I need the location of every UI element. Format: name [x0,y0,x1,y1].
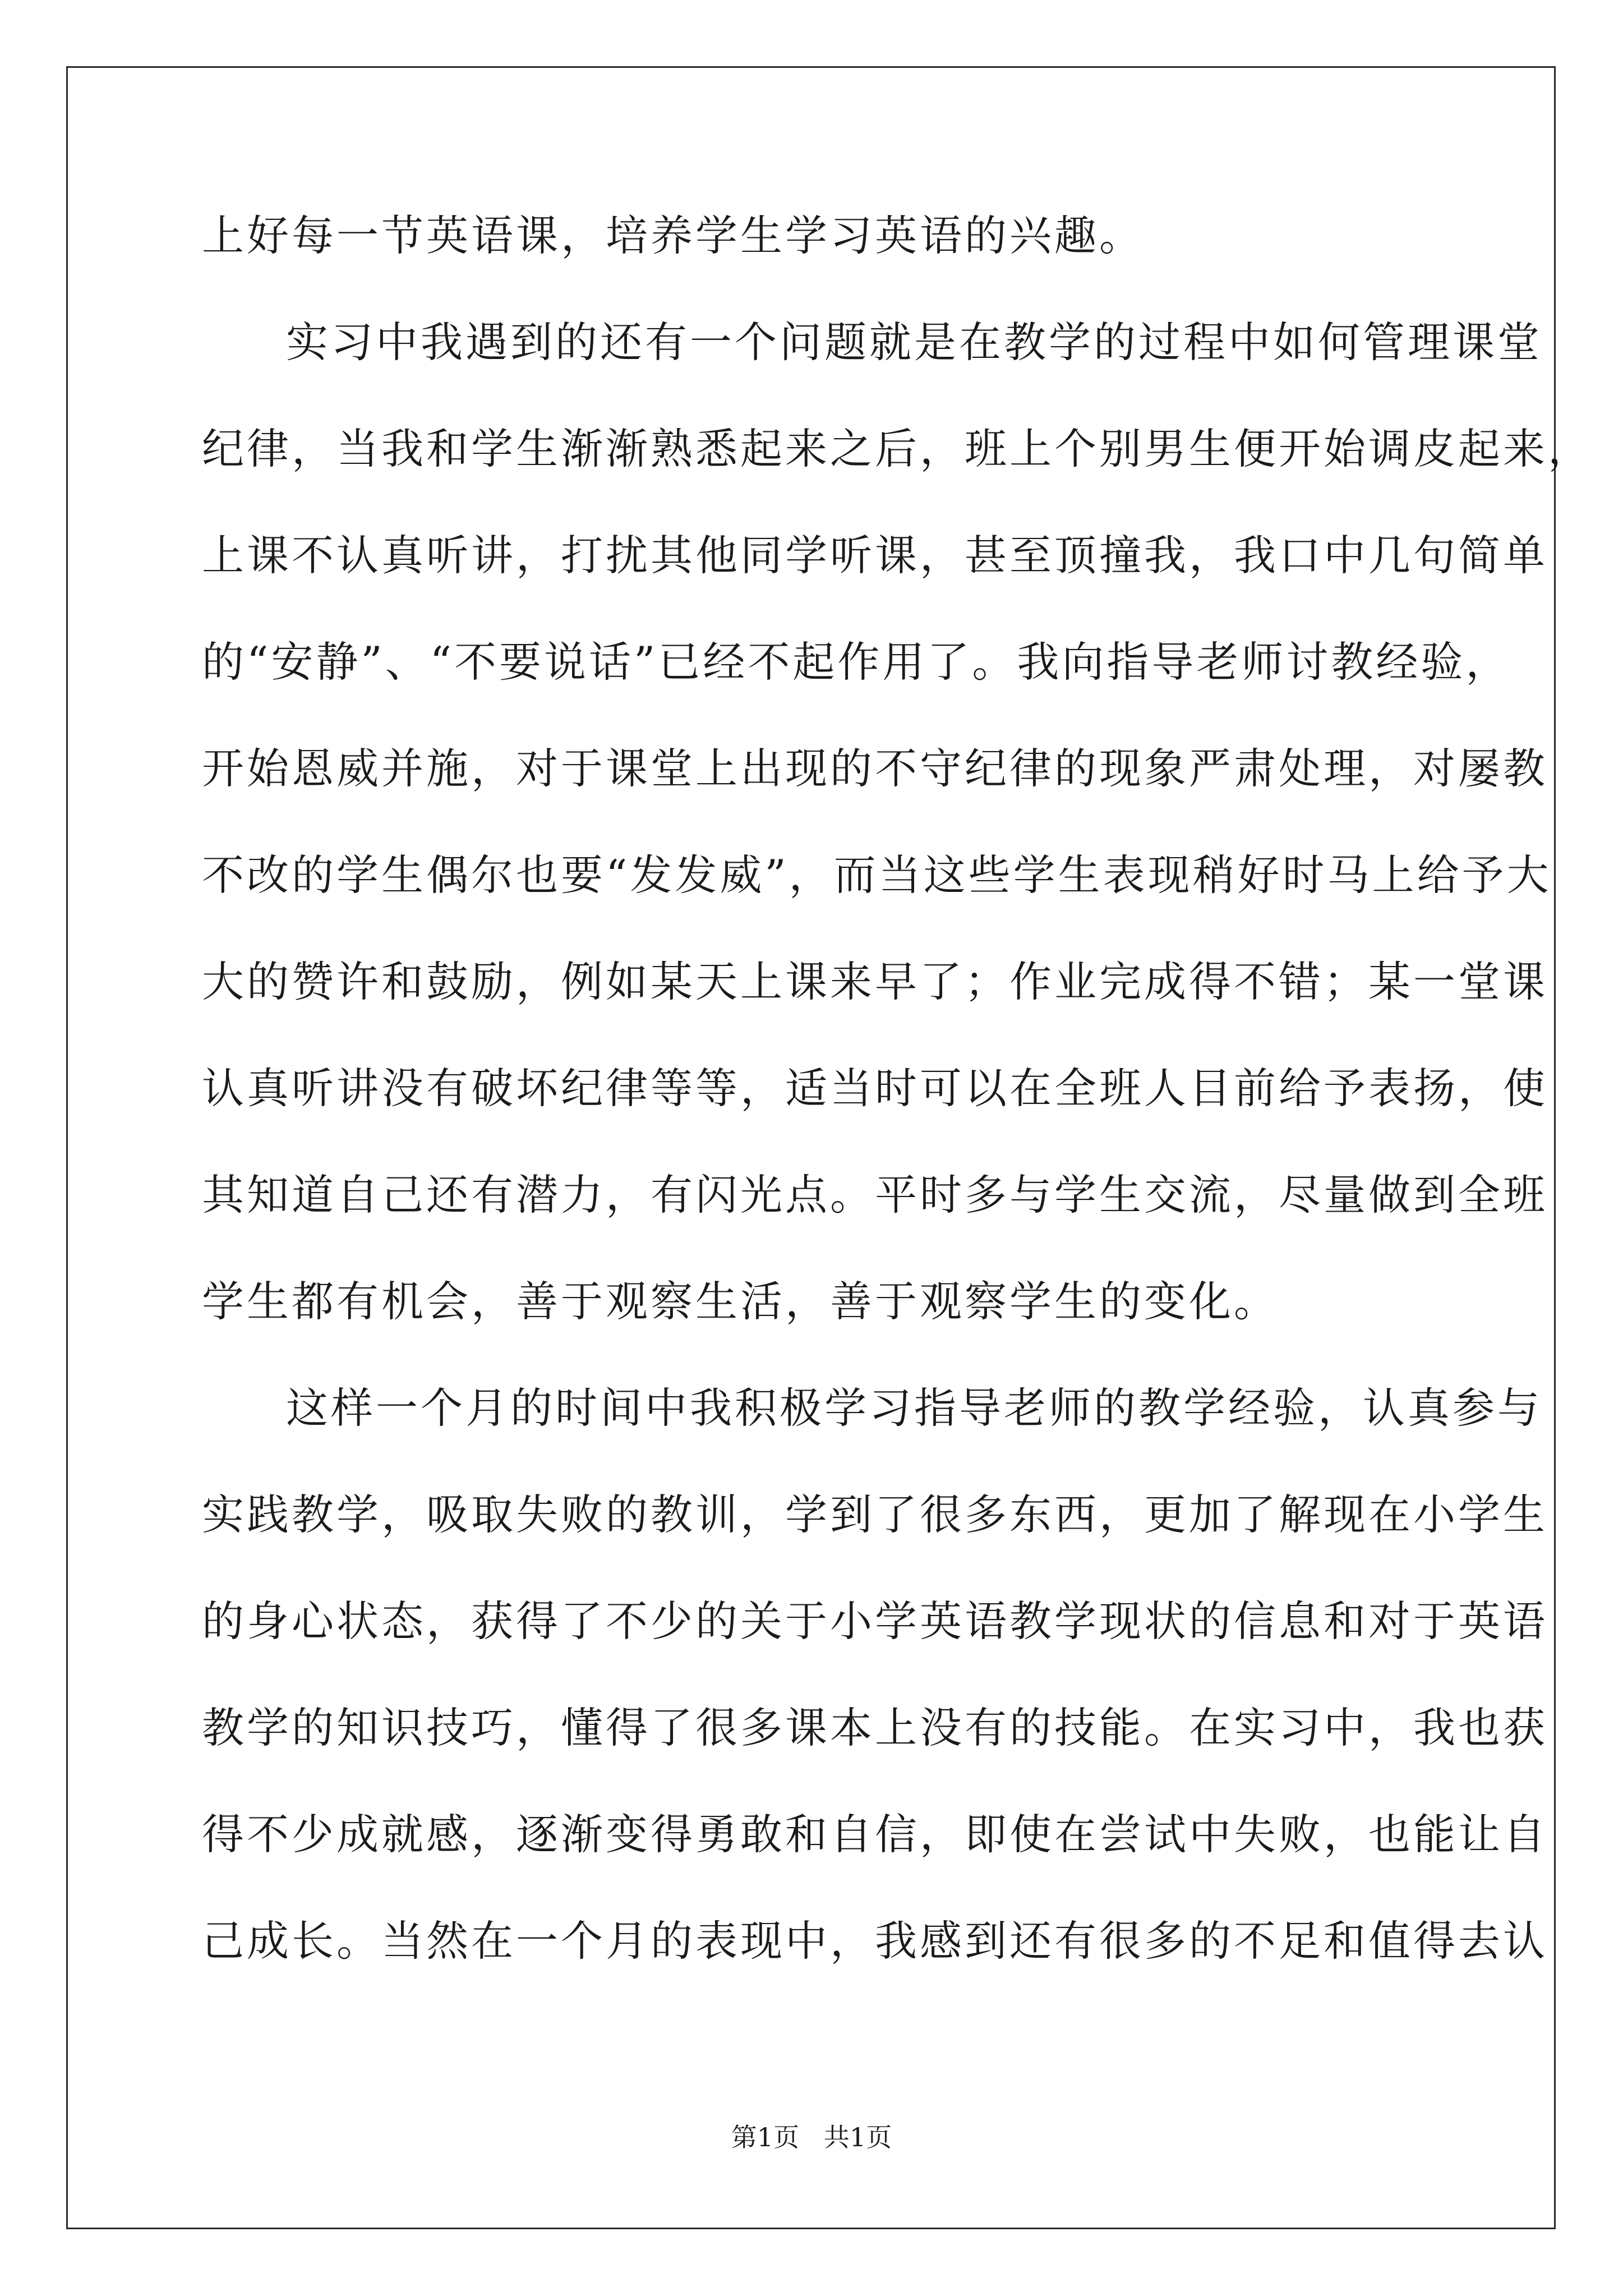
text-line: 其知道自己还有潜力，有闪光点。平时多与学生交流，尽量做到全班 [202,1170,1548,1220]
text-line: 的“安静”、“不要说话”已经不起作用了。我向指导老师讨教经验， [202,637,1511,687]
text-line: 认真听讲没有破坏纪律等等，适当时可以在全班人目前给予表扬，使 [202,1064,1548,1113]
text-line: 纪律，当我和学生渐渐熟悉起来之后，班上个别男生便开始调皮起来， [202,424,1593,473]
text-line: 开始恩威并施，对于课堂上出现的不守纪律的现象严肃处理，对屡教 [202,744,1548,793]
document-body [202,208,1593,2019]
page-footer: 第1页 共1页 [731,2122,892,2152]
text-line: 实习中我遇到的还有一个问题就是在教学的过程中如何管理课堂 [286,318,1543,367]
text-line: 不改的学生偶尔也要“发发威”，而当这些学生表现稍好时马上给予大 [202,850,1552,900]
text-line: 教学的知识技巧，懂得了很多课本上没有的技能。在实习中，我也获 [202,1703,1548,1752]
text-line: 上好每一节英语课，培养学生学习英语的兴趣。 [202,211,1145,260]
text-line: 大的赞许和鼓励，例如某天上课来早了；作业完成得不错；某一堂课 [202,957,1548,1006]
text-line: 的身心状态，获得了不少的关于小学英语教学现状的信息和对于英语 [202,1596,1548,1646]
text-line: 己成长。当然在一个月的表现中，我感到还有很多的不足和值得去认 [202,1916,1548,1966]
text-line: 得不少成就感，逐渐变得勇敢和自信，即使在尝试中失败，也能让自 [202,1810,1548,1859]
text-line: 上课不认真听讲，打扰其他同学听课，甚至顶撞我，我口中几句简单 [202,531,1548,580]
text-line: 实践教学，吸取失败的教训，学到了很多东西，更加了解现在小学生 [202,1490,1548,1539]
text-line: 学生都有机会，善于观察生活，善于观察学生的变化。 [202,1277,1279,1326]
text-line: 这样一个月的时间中我积极学习指导老师的教学经验，认真参与 [286,1383,1543,1433]
